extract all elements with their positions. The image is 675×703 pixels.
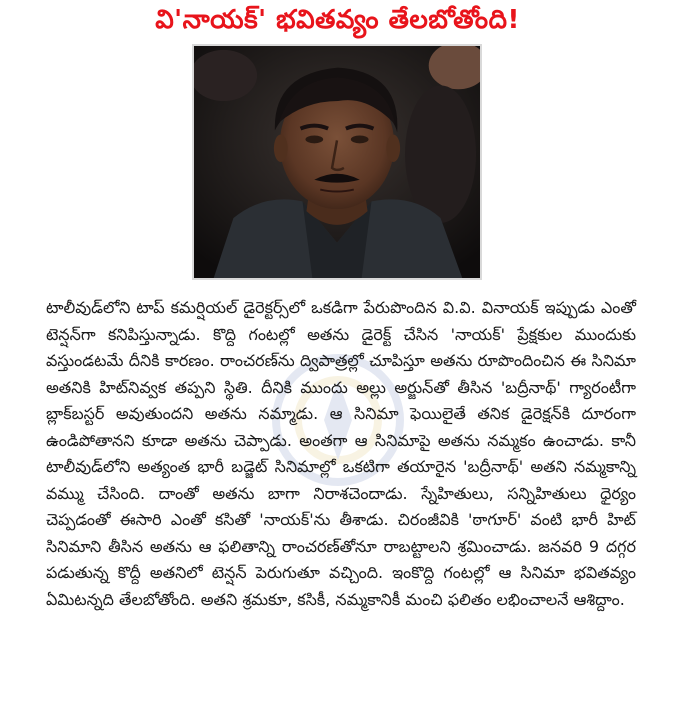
article-photo (192, 44, 482, 280)
article-headline: వి'నాయక్' భవితవ్యం తేలబోతోంది! (155, 5, 520, 35)
article-body: టాలీవుడ్‌లోని టాప్ కమర్షియల్ డైరెక్టర్స్‌లో ఒకడిగా పేరుపొందిన వి.వి. వినాయక్ ఇప్పుడు ఎంతో టెన్షన్‌గా కనిపిస్తున్నాడు. కొద్ది గంటల్లో అతను డైరెక్ట్ చేసిన 'నాయక్' ప్రేక్షకుల ముందుకు వస్తుండటమే దీనికి కారణం. రాంచరణ్‌ను ద్విపాత్రల్లో చూపిస్తూ అతను రూపొందించిన ఈ సినిమా అతనికి హిట్‌నివ్వక తప్పని స్థితి. దీనికి ముందు అల్లు అర్జున్‌తో తీసిన 'బద్రీనాథ్' గ్యారంటీగా బ్లాక్‌బస్టర్ అవుతుందని అతను నమ్మాడు. ఆ సినిమా ఫెయిలైతే తనిక డైరెక్షన్‌కి దూరంగా ఉండిపోతానని కూడా అతను చెప్పాడు. అంతగా ఆ సినిమాపై అతను నమ్మకం ఉంచాడు. కానీ టాలీవుడ్‌లోని అత్యంత భారీ బడ్జెట్ సినిమాల్లో ఒకటిగా తయారైన 'బద్రీనాథ్' అతని నమ్మకాన్ని వమ్ము చేసింది. దాంతో అతను బాగా నిరాశచెందాడు. స్నేహితులు, సన్నిహితులు ధైర్యం చెప్పడంతో ఈసారి ఎంతో కసితో 'నాయక్'ను తీశాడు. చిరంజీవికి 'ఠాగూర్' వంటి భారీ హిట్ సినిమాని తీసిన అతను ఆ ఫలితాన్ని రాంచరణ్‌తోనూ రాబట్టాలని శ్రమించాడు. జనవరి 9 దగ్గర పడుతున్న కొద్దీ అతనిలో టెన్షన్ పెరుగుతూ వచ్చింది. ఇంకొద్ది గంటల్లో ఆ సినిమా భవితవ్యం ఏమిటన్నది తేలబోతోంది. అతని శ్రమకూ, కసికీ, నమ్మకానికీ మంచి ఫలితం లభించాలనే ఆశిద్దాం. (46, 298, 636, 609)
portrait-photo-icon (194, 46, 480, 278)
